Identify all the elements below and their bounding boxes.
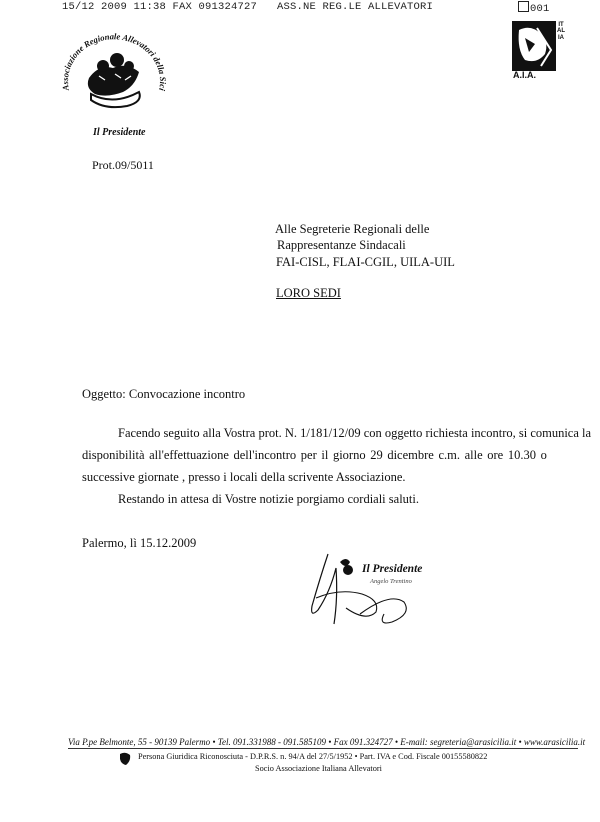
body-line-1: Facendo seguito alla Vostra prot. N. 1/181/12/09 con oggetto richiesta incontro, si comunica la xyxy=(118,426,592,440)
recipient-line-1: Alle Segreterie Regionali delle xyxy=(275,222,430,236)
subject-line: Oggetto: Convocazione incontro xyxy=(82,387,246,401)
footer-divider xyxy=(68,748,578,749)
body-line-3: successive giornate , presso i locali della scrivente Associazione. xyxy=(82,470,406,484)
aia-vertical-text: ITALIA xyxy=(557,22,565,41)
signature-name: Angelo Trentino xyxy=(370,578,412,585)
fax-page-icon xyxy=(518,1,529,12)
protocol-number: Prot.09/5011 xyxy=(92,158,154,172)
fax-header-left: 15/12 2009 11:38 FAX 091324727 xyxy=(62,1,258,13)
closing-line: Restando in attesa di Vostre notizie porgiamo cordiali saluti. xyxy=(118,492,419,506)
footer-emblem-icon xyxy=(118,751,132,767)
place-date: Palermo, lì 15.12.2009 xyxy=(82,536,197,550)
recipient-line-3: FAI-CISL, FLAI-CGIL, UILA-UIL xyxy=(276,255,455,269)
recipient-line-2: Rappresentanze Sindacali xyxy=(277,238,406,252)
association-logo xyxy=(55,20,173,128)
signature-role: Il Presidente xyxy=(362,563,423,575)
fax-header-right: 001 xyxy=(518,1,550,15)
footer-contacts: Via P.pe Belmonte, 55 - 90139 Palermo • Tel. 091.331988 - 091.585109 • Fax 091.324727 • E-mail: segreteria@arasicilia.it • www.arasicilia.it xyxy=(68,737,586,747)
fax-header-center: ASS.NE REG.LE ALLEVATORI xyxy=(277,1,434,13)
header-role-label: Il Presidente xyxy=(93,127,146,138)
logo-ring-text: Associazione Regionale Allevatori della Sici xyxy=(59,31,169,92)
aia-acronym: A.I.A. xyxy=(513,70,537,80)
handwritten-signature xyxy=(300,548,440,638)
aia-logo xyxy=(511,20,567,82)
footer-legal: Persona Giuridica Riconosciuta - D.P.R.S. n. 94/A del 27/5/1952 • Part. IVA e Cod. Fiscale 00155580822 xyxy=(138,752,488,761)
livestock-emblem-icon xyxy=(88,53,140,107)
body-line-2: disponibilità all'effettuazione dell'incontro per il giorno 29 dicembre c.m. alle ore 10.30 o xyxy=(82,448,547,462)
loro-sedi: LORO SEDI xyxy=(276,286,341,300)
footer-member: Socio Associazione Italiana Allevatori xyxy=(255,764,382,773)
